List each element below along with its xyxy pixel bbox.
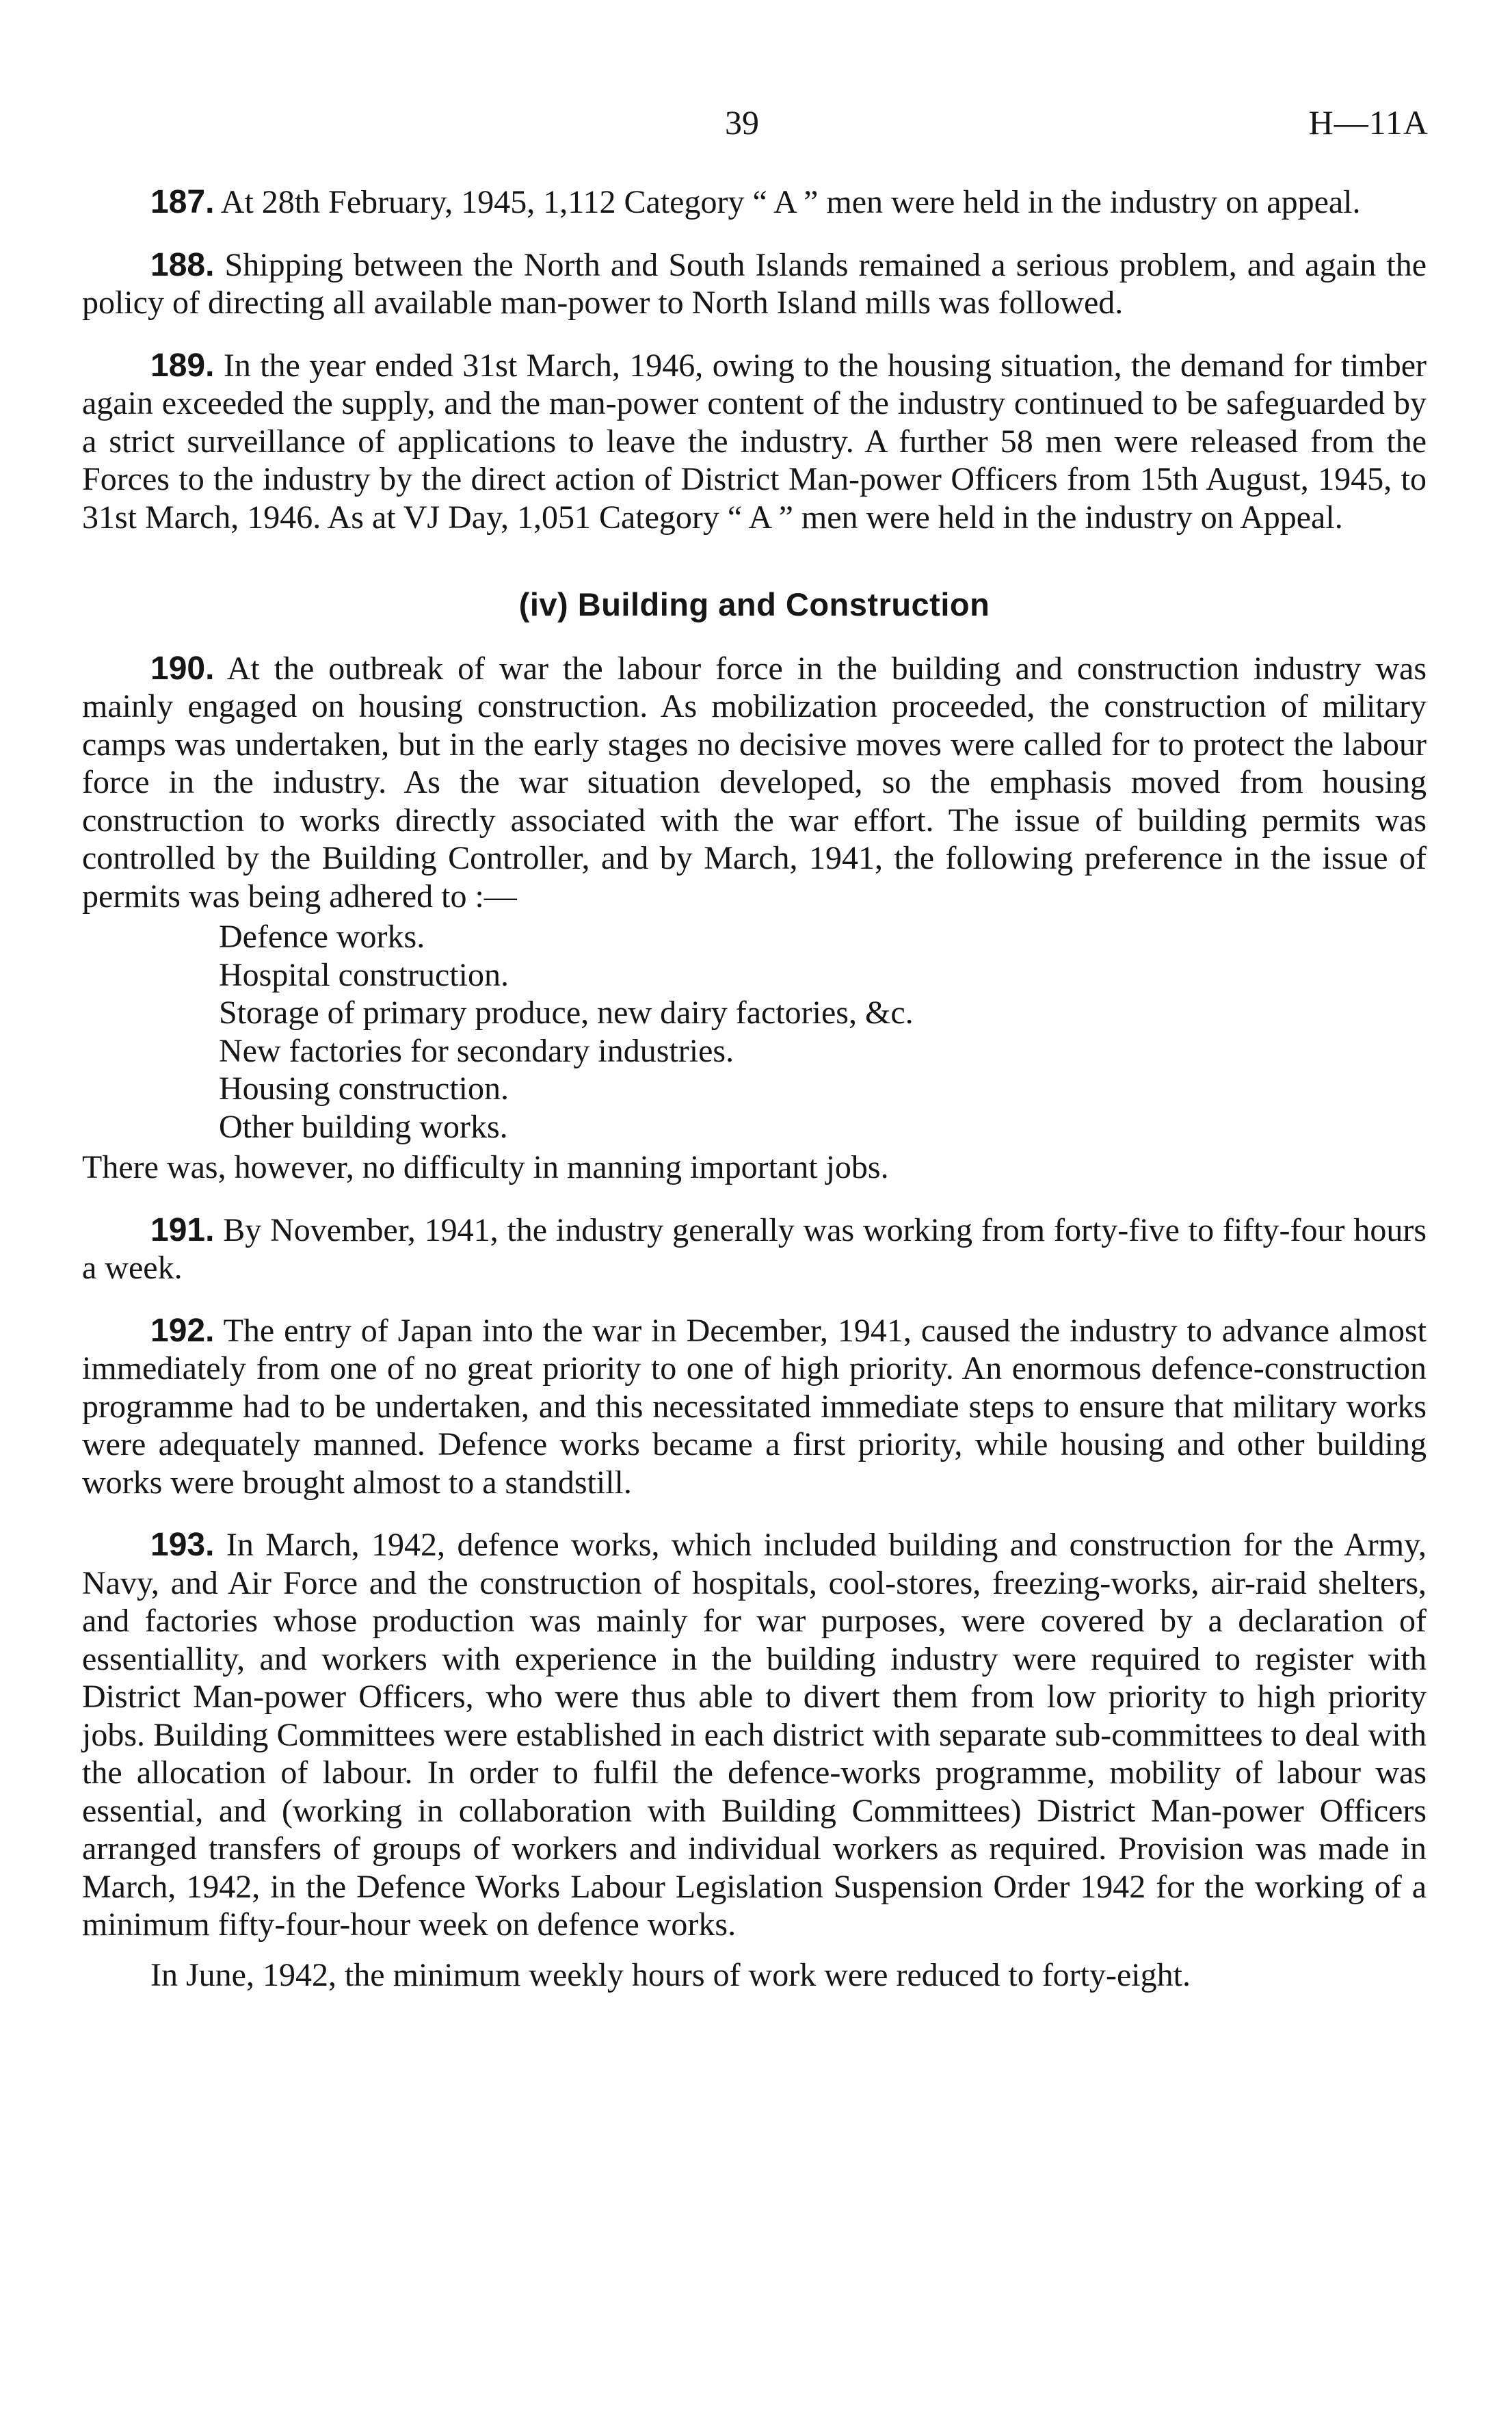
paragraph-193 xyxy=(82,1526,1427,1944)
paragraph-text: Shipping between the North and South Islands remained a serious problem, and again the policy of directing all available man-power to North Island mills was followed. xyxy=(82,246,1427,321)
document-code: H—11A xyxy=(1308,103,1429,142)
paragraph-text: At 28th February, 1945, 1,112 Category “ A ” men were held in the industry on appeal. xyxy=(220,184,1361,220)
paragraph-text: At the outbreak of war the labour force in the building and construction industry was mainly engaged on housing construction. As mobilization proceeded, the construction of military camps was undertaken, but in the early stages no decisive moves were called for to protect the labour force in the industry. As the war situation developed, so the emphasis moved from housing construction to works directly associated with the war effort. The issue of building permits was controlled by the Building Controller, and by March, 1941, the following preference in the issue of permits was being adhered to :— xyxy=(82,650,1427,915)
paragraph-number: 190. xyxy=(150,650,215,687)
list-item: New factories for secondary industries. xyxy=(219,1032,734,1069)
paragraph-text: The entry of Japan into the war in December, 1941, caused the industry to advance almost immediately from one of no great priority to one of high priority. An enormous defence-construction programme had to be undertaken, and this necessitated immediate steps to ensure that military works were adequately manned. Defence works became a first priority, while housing and other building works were brought almost to a standstill. xyxy=(82,1312,1427,1501)
section-heading: (iv) Building and Construction xyxy=(518,586,990,622)
paragraph-190 xyxy=(82,650,1427,916)
list-item: Hospital construction. xyxy=(219,956,509,993)
list-item: Housing construction. xyxy=(219,1070,509,1107)
paragraph-number: 192. xyxy=(150,1312,215,1349)
list-item: Other building works. xyxy=(219,1108,508,1145)
paragraph-number: 189. xyxy=(150,347,215,384)
paragraph-number: 187. xyxy=(150,184,215,220)
paragraph-187 xyxy=(82,183,1427,222)
paragraph-number: 191. xyxy=(150,1211,215,1248)
paragraph-191 xyxy=(82,1211,1427,1287)
paragraph-192 xyxy=(82,1312,1427,1502)
page-header xyxy=(0,103,1512,157)
list-item: Storage of primary produce, new dairy factories, &c. xyxy=(219,995,914,1031)
paragraph-text: In March, 1942, defence works, which included building and construction for the Army, Navy, and Air Force and the construction of hospitals, cool-stores, freezing-works, air-raid shelters, and factories whose production was mainly for war purposes, were covered by a declaration of essentiallity, and workers with experience in the building industry were required to register with District Man-power Officers, who were thus able to divert them from low priority to high priority jobs. Building Committees were established in each district with separate sub-committees to deal with the allocation of labour. In order to fulfil the defence-works programme, mobility of labour was essential, and (working in collaboration with Building Committees) District Man-power Officers arranged transfers of groups of workers and individual workers as required. Provision was made in March, 1942, in the Defence Works Labour Legislation Suspension Order 1942 for the working of a minimum fifty-four-hour week on defence works. xyxy=(82,1527,1427,1943)
paragraph-188 xyxy=(82,246,1427,322)
preference-list xyxy=(82,918,1427,1146)
paragraph-number: 188. xyxy=(150,246,215,283)
list-item: Defence works. xyxy=(219,919,425,955)
paragraph-text: In the year ended 31st March, 1946, owing to the housing situation, the demand for timber again exceeded the supply, and the man-power content of the industry continued to be safeguarded by a strict surveillance of applications to leave the industry. A further 58 men were released from the Forces to the industry by the direct action of District Man-power Officers from 15th August, 1945, to 31st March, 1946. As at VJ Day, 1,051 Category “ A ” men were held in the industry on Appeal. xyxy=(82,347,1427,536)
final-line: In June, 1942, the minimum weekly hours of work were reduced to forty-eight. xyxy=(150,1956,1191,1993)
page-number: 39 xyxy=(725,103,759,142)
after-list-text: There was, however, no difficulty in manning important jobs. xyxy=(82,1149,889,1185)
paragraph-189 xyxy=(82,347,1427,537)
body-text xyxy=(82,183,1427,1994)
paragraph-number: 193. xyxy=(150,1527,215,1563)
paragraph-text: By November, 1941, the industry generally was working from forty-five to fifty-four hours a week. xyxy=(82,1211,1427,1286)
